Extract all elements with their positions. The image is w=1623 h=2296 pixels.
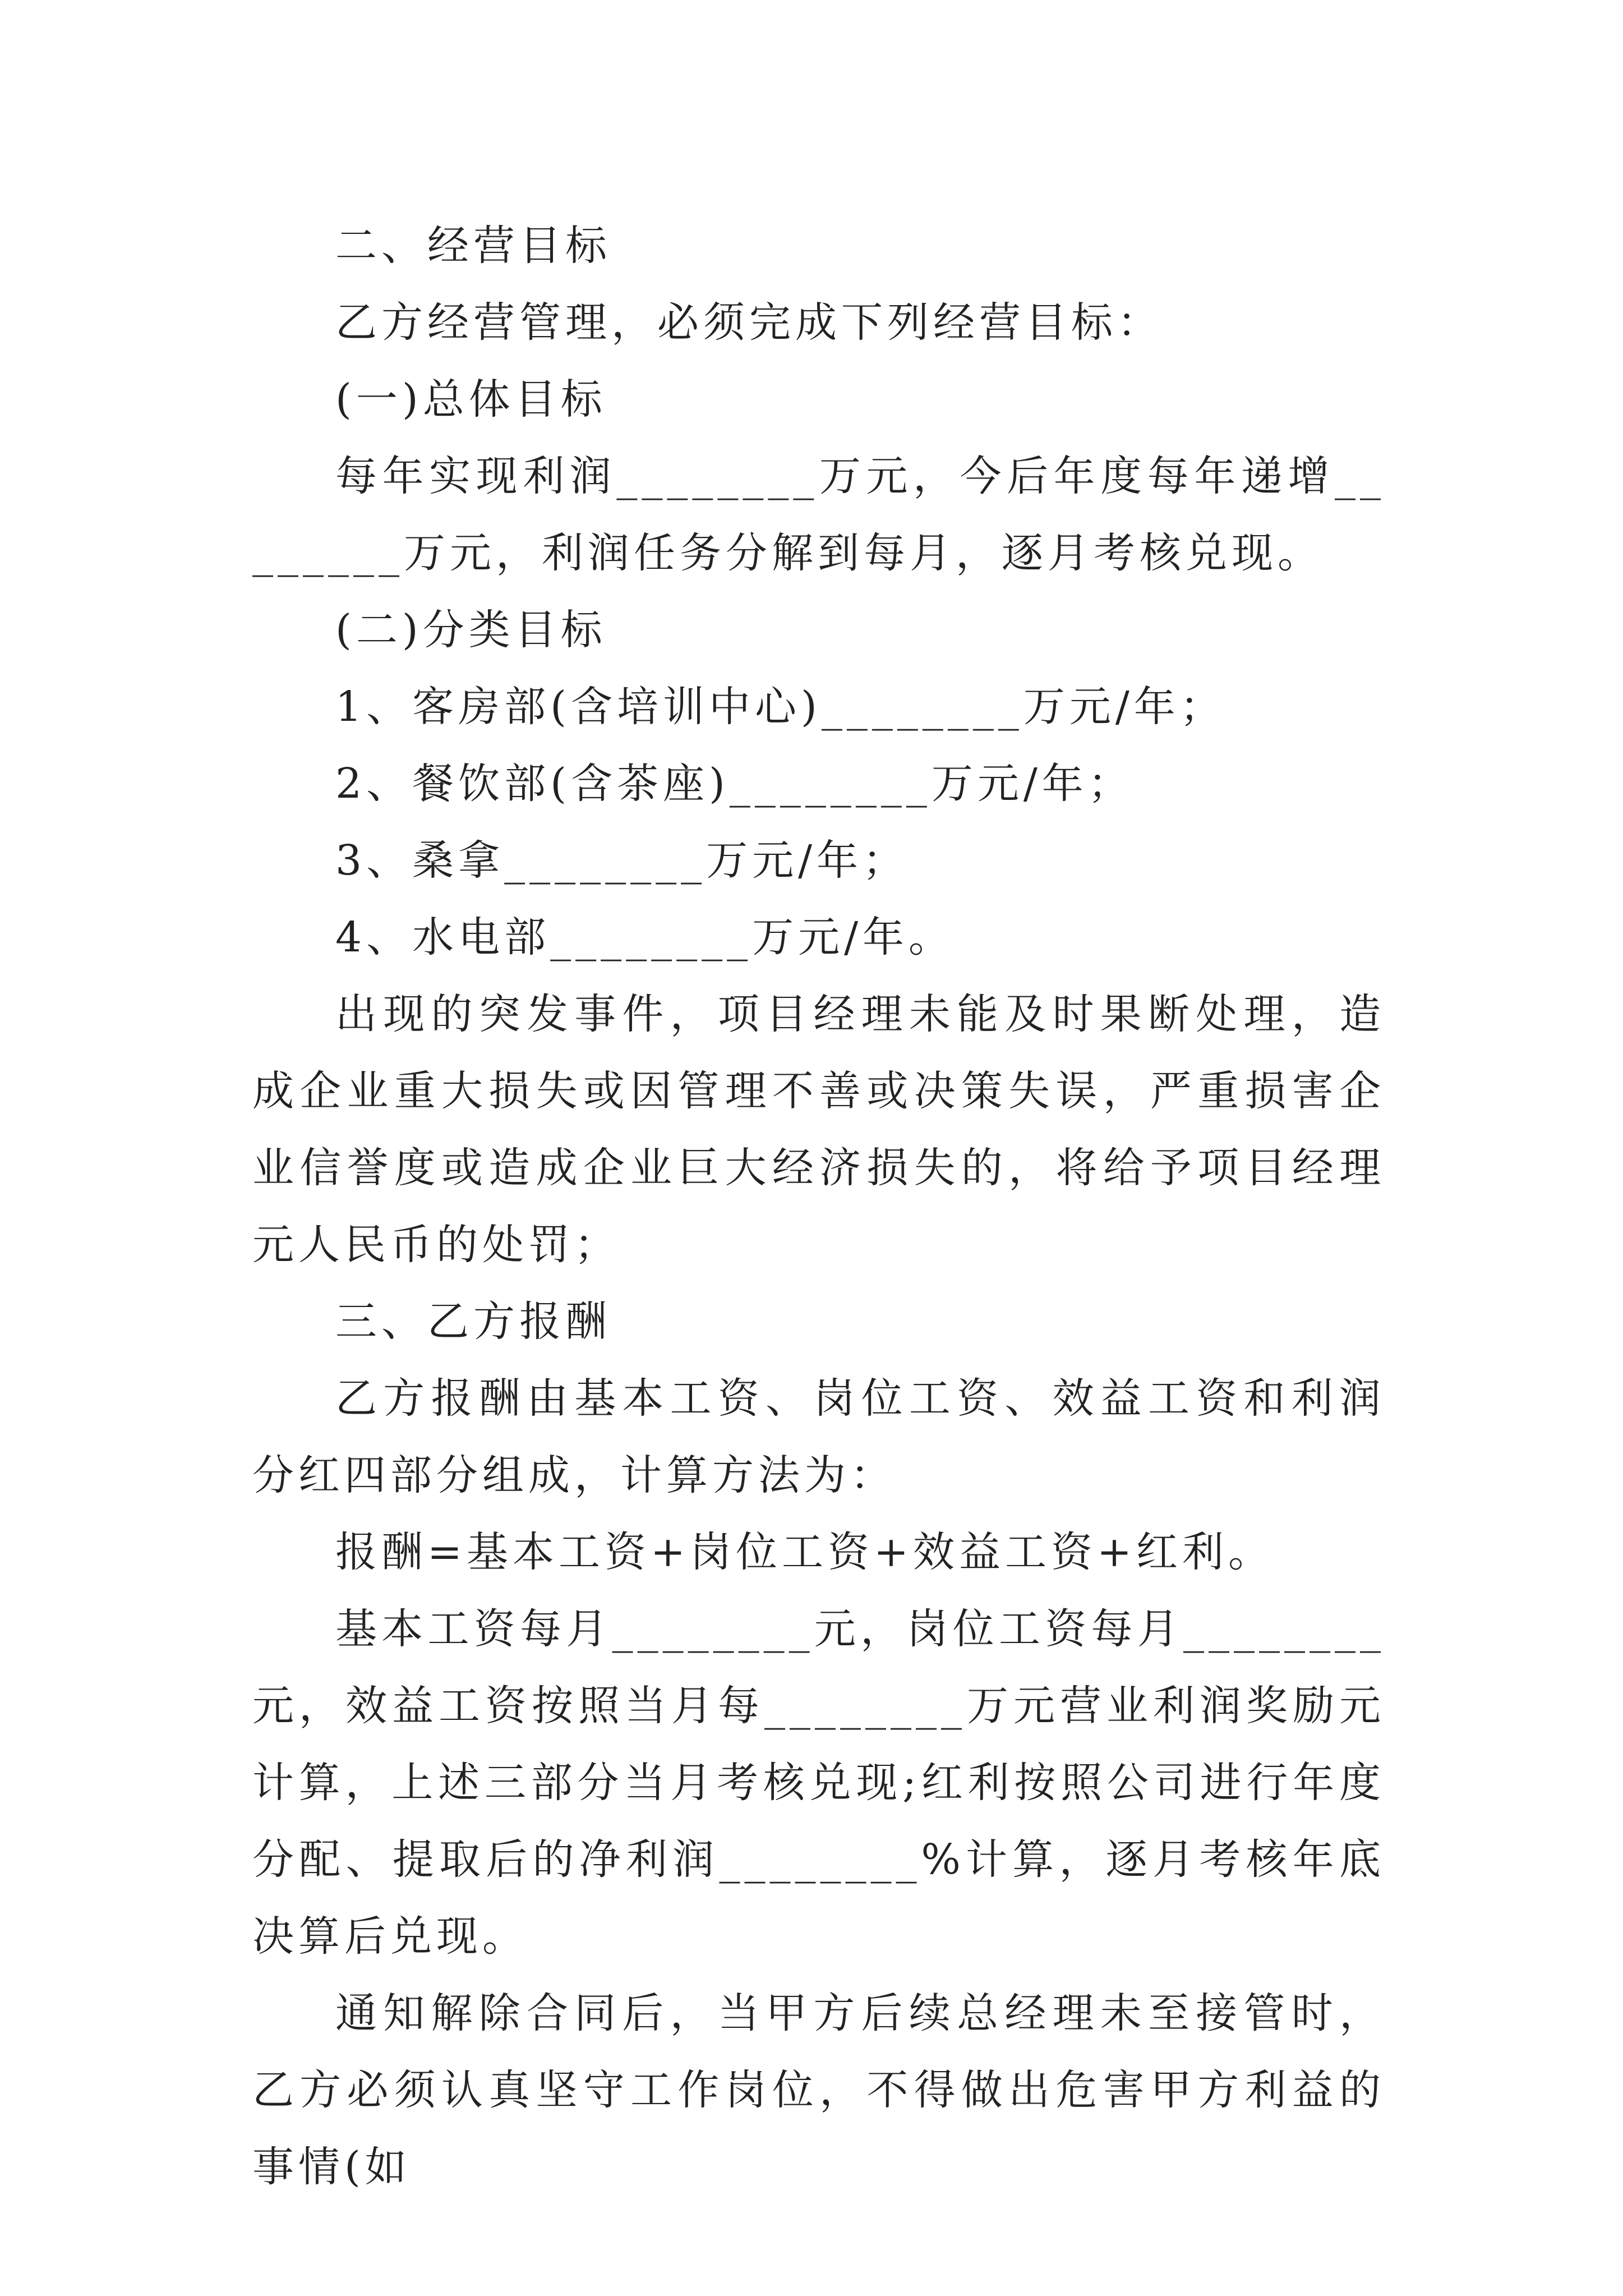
paragraph-compensation-composition: 乙方报酬由基本工资、岗位工资、效益工资和利润分红四部分组成，计算方法为： — [252, 1374, 1385, 1499]
section-heading-compensation: 三、乙方报酬 — [335, 1297, 611, 1346]
paragraph-compensation-formula: 报酬=基本工资+岗位工资+效益工资+红利。 — [335, 1528, 1275, 1576]
paragraph-annual-profit: 每年实现利润________万元，今后年度每年递增________万元，利润任务分解到每月，逐月考核兑现。 — [252, 452, 1385, 577]
paragraph-goals-intro: 乙方经营管理，必须完成下列经营目标： — [335, 298, 1163, 347]
list-item-catering: 2、餐饮部(含茶座)________万元/年； — [335, 760, 1134, 808]
list-item-sauna: 3、桑拿________万元/年； — [335, 836, 909, 885]
paragraph-salary-details: 基本工资每月________元，岗位工资每月________元，效益工资按照当月每________万元营业利润奖励元计算，上述三部分当月考核兑现;红利按照公司进行年度分配、提取后的净利润________%计算，逐月考核年底决算后兑现。 — [252, 1605, 1385, 1961]
subheading-category-goals: (二)分类目标 — [335, 606, 607, 654]
section-heading-business-goals: 二、经营目标 — [335, 222, 611, 270]
document-body — [252, 208, 1385, 2206]
paragraph-termination-duty: 通知解除合同后，当甲方后续总经理未至接管时，乙方必须认真坚守工作岗位，不得做出危害甲方利益的事情(如 — [252, 1989, 1385, 2191]
list-item-utilities: 4、水电部________万元/年。 — [335, 913, 955, 961]
paragraph-emergency-penalty: 出现的突发事件，项目经理未能及时果断处理，造成企业重大损失或因管理不善或决策失误，严重损害企业信誉度或造成企业巨大经济损失的，将给予项目经理元人民币的处罚； — [252, 990, 1385, 1269]
list-item-guest-rooms: 1、客房部(含培训中心)________万元/年； — [335, 683, 1226, 731]
subheading-overall-goal: (一)总体目标 — [335, 375, 607, 424]
